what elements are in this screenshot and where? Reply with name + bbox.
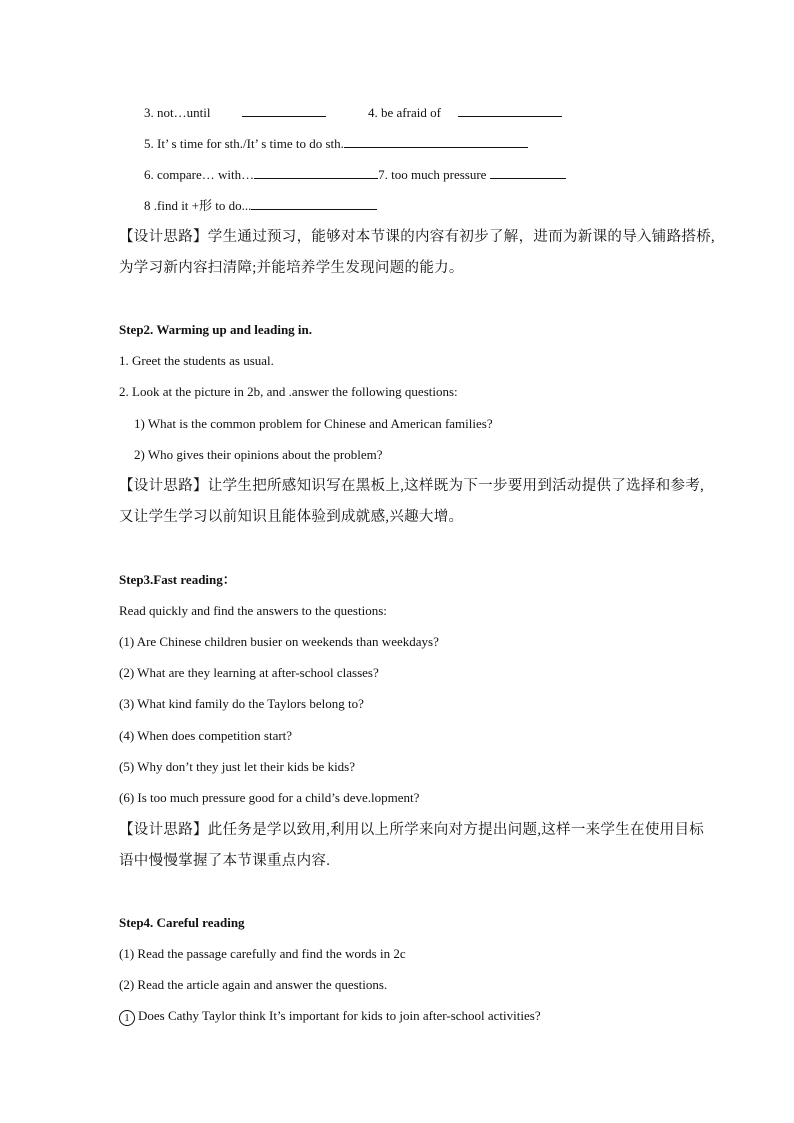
step3-question-6: (6) Is too much pressure good for a child’s deve.lopment? xyxy=(119,790,420,805)
phrase-text: 8 .find it +形 to do... xyxy=(144,198,252,213)
design-note-2-line2: 又让学生学习以前知识且能体验到成就感,兴趣大增。 xyxy=(119,509,464,525)
phrase-text: 4. be afraid of xyxy=(368,105,441,120)
phrase-3 xyxy=(144,104,326,121)
design-note-1-line1: 【设计思路】学生通过预习，能够对本节课的内容有初步了解，进而为新课的导入铺路搭桥, xyxy=(119,229,715,245)
answer-blank[interactable] xyxy=(344,135,528,148)
step2-heading: Step2. Warming up and leading in. xyxy=(119,322,313,337)
step2-question-2: 2) Who gives their opinions about the problem? xyxy=(134,447,383,462)
step3-question-5: (5) Why don’t they just let their kids be kids? xyxy=(119,759,356,774)
step3-question-1: (1) Are Chinese children busier on weekends than weekdays? xyxy=(119,634,439,649)
step2-item-2: 2. Look at the picture in 2b, and .answer the following questions: xyxy=(119,384,458,399)
step4-sub-question-1 xyxy=(119,1008,541,1026)
design-note-3-line1: 【设计思路】此任务是学以致用,利用以上所学来向对方提出问题,这样一来学生在使用目标 xyxy=(119,822,705,838)
answer-blank[interactable] xyxy=(242,104,326,117)
answer-blank[interactable] xyxy=(251,197,377,210)
step2-question-1: 1) What is the common problem for Chinese and American families? xyxy=(134,416,493,431)
answer-blank[interactable] xyxy=(490,166,566,179)
step2-item-1: 1. Greet the students as usual. xyxy=(119,353,274,368)
phrase-8 xyxy=(144,197,377,214)
design-note-1-line2: 为学习新内容扫清障;并能培养学生发现问题的能力。 xyxy=(119,260,464,276)
circled-number-1: 1 xyxy=(119,1010,135,1026)
phrase-4 xyxy=(368,104,562,121)
phrase-text: 5. It’ s time for sth./It’ s time to do sth. xyxy=(144,136,344,151)
step3-question-3: (3) What kind family do the Taylors belong to? xyxy=(119,696,364,711)
step4-item-1: (1) Read the passage carefully and find the words in 2c xyxy=(119,946,406,961)
design-note-3-line2: 语中慢慢掌握了本节课重点内容. xyxy=(119,853,331,869)
step3-heading: Step3.Fast reading： xyxy=(119,572,236,587)
answer-blank[interactable] xyxy=(458,104,562,117)
phrase-6-7 xyxy=(144,166,566,183)
design-note-2-line1: 【设计思路】让学生把所感知识写在黑板上,这样既为下一步要用到活动提供了选择和参考, xyxy=(119,478,705,494)
phrase-text: 7. too much pressure xyxy=(378,167,487,182)
step4-heading: Step4. Careful reading xyxy=(119,915,245,930)
phrase-5 xyxy=(144,135,528,152)
phrase-text: 3. not…until xyxy=(144,105,211,120)
answer-blank[interactable] xyxy=(254,166,378,179)
step3-question-2: (2) What are they learning at after-school classes? xyxy=(119,665,379,680)
phrase-text: 6. compare… with… xyxy=(144,167,255,182)
step3-question-4: (4) When does competition start? xyxy=(119,728,293,743)
step4-item-2: (2) Read the article again and answer the questions. xyxy=(119,977,388,992)
step3-intro: Read quickly and find the answers to the questions: xyxy=(119,603,387,618)
sub-question-text: Does Cathy Taylor think It’s important for kids to join after-school activities? xyxy=(138,1008,541,1023)
